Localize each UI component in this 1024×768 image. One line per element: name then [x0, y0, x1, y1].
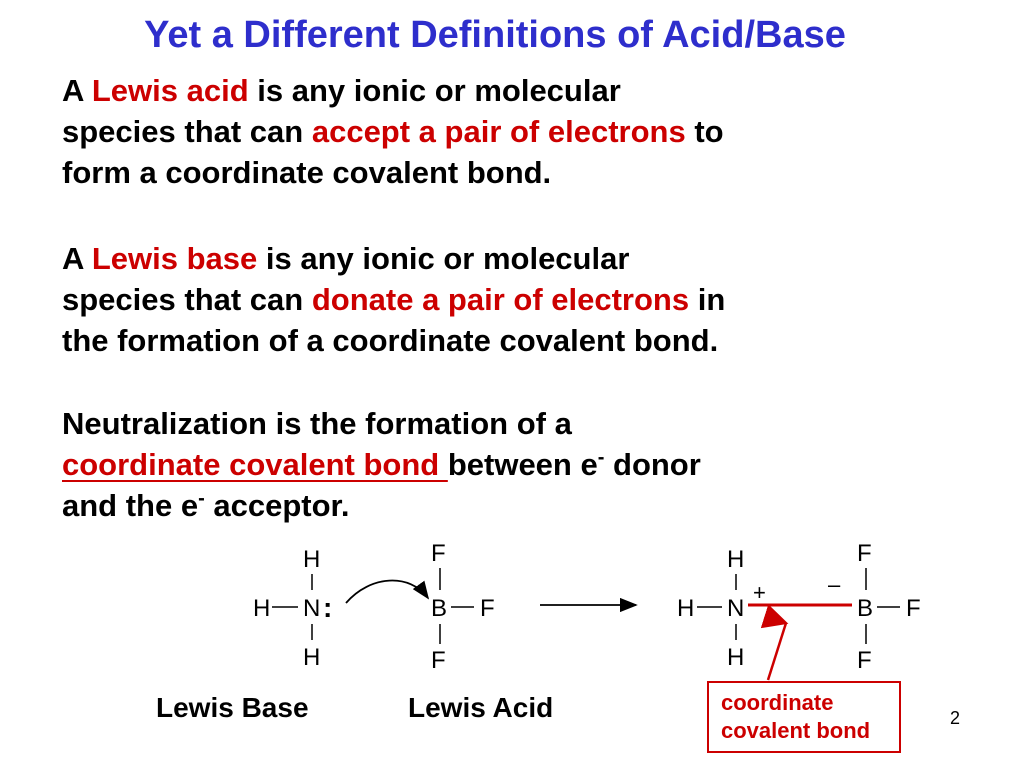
callout-line-1: coordinate	[721, 690, 834, 715]
atom-f-top: F	[431, 540, 446, 567]
coordinate-bond-callout	[707, 681, 901, 753]
text: in	[689, 282, 726, 317]
text: the formation of a coordinate covalent bond.	[62, 323, 719, 358]
text: Neutralization is the formation of a	[62, 406, 572, 441]
superscript-minus: -	[597, 446, 605, 469]
text: is any ionic or molecular	[257, 241, 630, 276]
text: and the e	[62, 488, 199, 523]
ammonia-molecule	[253, 546, 332, 671]
product-adduct	[677, 540, 921, 674]
boron-trifluoride-molecule	[431, 540, 495, 674]
text: A	[62, 241, 92, 276]
lewis-acid-label: Lewis Acid	[408, 692, 554, 723]
text: species that can	[62, 114, 312, 149]
atom-f-bottom: F	[431, 647, 446, 674]
atom-b: B	[431, 595, 448, 622]
lewis-base-label: Lewis Base	[156, 692, 309, 723]
atom-h-bottom: H	[303, 644, 321, 671]
atom-h-top: H	[727, 546, 745, 573]
text: is any ionic or molecular	[248, 73, 621, 108]
text: form a coordinate covalent bond.	[62, 155, 552, 190]
atom-f-right: F	[906, 595, 921, 622]
atom-h-left: H	[253, 595, 271, 622]
bond-pointer-arrow	[768, 623, 786, 680]
negative-charge: –	[828, 572, 841, 597]
atom-f-top: F	[857, 540, 872, 567]
lewis-acid-definition	[62, 70, 942, 193]
callout-line-2: covalent bond	[721, 718, 871, 743]
positive-charge: +	[753, 580, 766, 605]
text: species that can	[62, 282, 312, 317]
atom-n: N	[727, 595, 745, 622]
superscript-minus: -	[198, 487, 205, 510]
lone-pair: :	[323, 592, 333, 623]
neutralization-definition	[62, 403, 942, 526]
lewis-base-term: Lewis base	[91, 241, 258, 276]
atom-f-right: F	[480, 595, 495, 622]
atom-b: B	[857, 595, 874, 622]
text: between e	[447, 447, 598, 482]
accept-pair-highlight: accept a pair of electrons	[311, 114, 686, 149]
donate-pair-highlight: donate a pair of electrons	[311, 282, 690, 317]
slide-title: Yet a Different Definitions of Acid/Base	[144, 14, 846, 56]
coordinate-bond-underlined: coordinate covalent bond	[62, 447, 448, 482]
atom-n: N	[303, 595, 321, 622]
atom-f-bottom: F	[857, 647, 872, 674]
lewis-base-definition	[62, 238, 942, 361]
lewis-acid-term: Lewis acid	[91, 73, 249, 108]
text: to	[685, 114, 724, 149]
text: donor	[604, 447, 701, 482]
text: A	[62, 73, 92, 108]
atom-h-top: H	[303, 546, 321, 573]
atom-h-bottom: H	[727, 644, 745, 671]
text: acceptor.	[204, 488, 350, 523]
electron-pair-arrow	[346, 581, 428, 603]
atom-h-left: H	[677, 595, 695, 622]
page-number: 2	[950, 708, 961, 728]
